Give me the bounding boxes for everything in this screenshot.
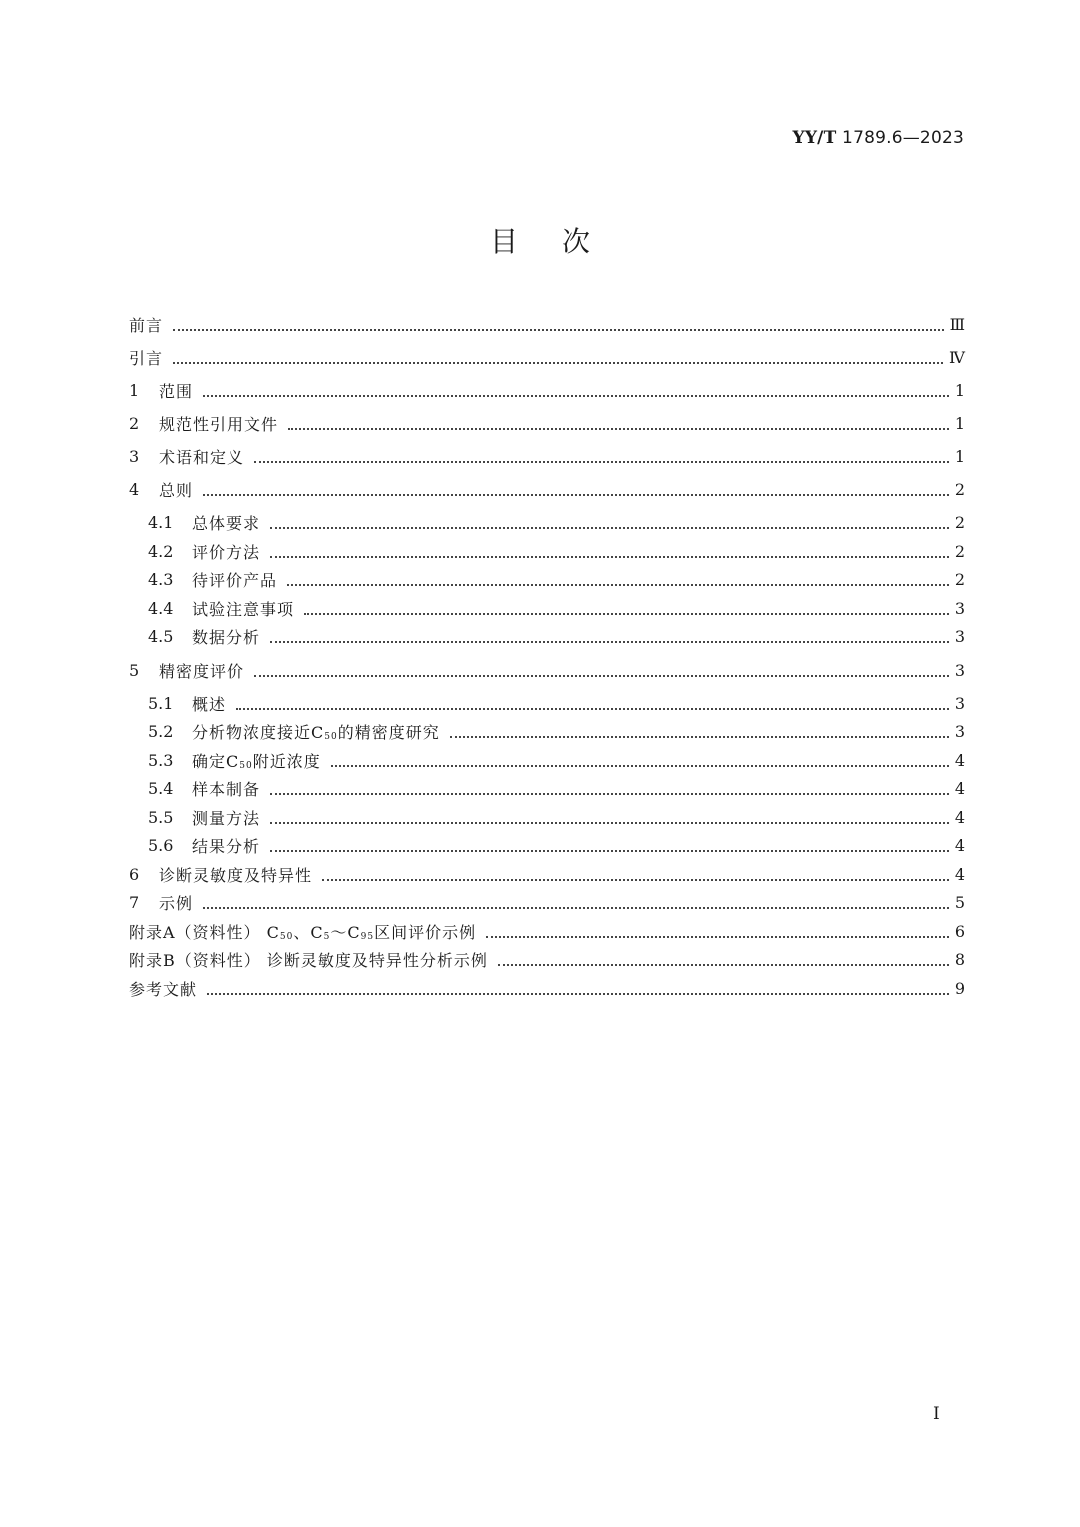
toc-entry-label: 分析物浓度接近$C_{50}$的精密度研究 (192, 722, 440, 742)
toc-entry-label: 概述 (192, 694, 227, 714)
toc-entry[interactable] (129, 862, 965, 886)
toc-entry-label: 确定$C_{50}$附近浓度 (192, 751, 321, 771)
toc-entry-page: 3 (954, 660, 965, 680)
toc-entry-number: 5 (129, 660, 140, 680)
toc-entry-label: 前言 (129, 315, 164, 335)
toc-entry-page: 4 (954, 807, 965, 827)
toc-entry[interactable] (129, 444, 965, 468)
toc-entry[interactable] (148, 539, 965, 563)
toc-entry[interactable] (129, 976, 965, 1000)
toc-entry-number: 4.1 (148, 512, 174, 532)
toc-entry-number: 5.4 (148, 778, 174, 798)
toc-entry-page: 4 (954, 778, 965, 798)
dot-leader (270, 792, 949, 795)
dot-leader (288, 427, 949, 430)
toc-entry-label: 精密度评价 (159, 661, 245, 681)
toc-entry-label: 结果分析 (192, 836, 261, 856)
toc-entry-page: Ⅲ (949, 314, 965, 334)
toc-entry[interactable] (129, 345, 965, 369)
toc-entry-number: 4.5 (148, 626, 174, 646)
dot-leader (203, 394, 949, 397)
toc-entry-label: 术语和定义 (159, 447, 245, 467)
dot-leader (270, 849, 949, 852)
toc-entry-page: 2 (954, 512, 965, 532)
toc-entry-number: 5.3 (148, 750, 174, 770)
toc-entry-page: 5 (954, 892, 965, 912)
dot-leader (203, 493, 949, 496)
toc-entry-number: 5.6 (148, 835, 174, 855)
toc-entry-page: 4 (954, 750, 965, 770)
toc-entry[interactable] (148, 833, 965, 857)
toc-entry-label: 规范性引用文件 (159, 414, 279, 434)
toc-entry-number: 4.3 (148, 569, 174, 589)
toc-entry-label: 评价方法 (192, 542, 261, 562)
dot-leader (498, 963, 949, 966)
toc-entry-number: 4.4 (148, 598, 174, 618)
toc-entry-label: 附录A（资料性） $C_{50}$、$C_5\sim C_{95}$区间评价示例 (129, 922, 477, 942)
toc-entry-label: 样本制备 (192, 779, 261, 799)
toc-entry-label: 数据分析 (192, 627, 261, 647)
dot-leader (270, 821, 949, 824)
page-title: 目次 (489, 225, 634, 258)
dot-leader (173, 328, 944, 331)
toc-entry-label: 引言 (129, 348, 164, 368)
toc-entry[interactable] (148, 748, 965, 772)
toc-entry-page: 2 (954, 541, 965, 561)
toc-entry-label: 诊断灵敏度及特异性 (159, 865, 313, 885)
toc-entry[interactable] (129, 477, 965, 501)
toc-entry-page: 9 (954, 978, 965, 998)
dot-leader (207, 992, 949, 995)
toc-entry[interactable] (148, 624, 965, 648)
dot-leader (254, 674, 949, 677)
toc-entry[interactable] (148, 719, 965, 743)
toc-entry-page: Ⅳ (949, 347, 965, 367)
dot-leader (287, 583, 949, 586)
toc-entry-page: 6 (954, 921, 965, 941)
toc-entry[interactable] (129, 312, 965, 336)
toc-entry[interactable] (129, 947, 965, 971)
toc-entry-number: 5.1 (148, 693, 174, 713)
toc-entry[interactable] (148, 596, 965, 620)
toc-entry-page: 3 (954, 721, 965, 741)
toc-entry[interactable] (148, 691, 965, 715)
toc-entry-label: 参考文献 (129, 979, 198, 999)
toc-entry[interactable] (148, 510, 965, 534)
toc-entry-page: 8 (954, 949, 965, 969)
table-of-contents (129, 0, 965, 1100)
dot-leader (322, 878, 949, 881)
toc-entry[interactable] (129, 658, 965, 682)
toc-entry-number: 4.2 (148, 541, 174, 561)
dot-leader (236, 707, 949, 710)
dot-leader (304, 612, 949, 615)
dot-leader (203, 906, 949, 909)
toc-entry-label: 总则 (159, 480, 194, 500)
toc-entry-label: 待评价产品 (192, 570, 278, 590)
toc-entry[interactable] (129, 890, 965, 914)
toc-entry-label: 试验注意事项 (192, 599, 295, 619)
toc-entry[interactable] (148, 805, 965, 829)
toc-entry-label: 附录B（资料性） 诊断灵敏度及特异性分析示例 (129, 950, 488, 970)
toc-entry-page: 4 (954, 835, 965, 855)
toc-entry-label: 总体要求 (192, 513, 261, 533)
toc-entry-number: 5.5 (148, 807, 174, 827)
toc-entry[interactable] (148, 567, 965, 591)
toc-entry-number: 2 (129, 413, 140, 433)
dot-leader (254, 460, 949, 463)
toc-entry-page: 2 (954, 569, 965, 589)
dot-leader (270, 555, 949, 558)
toc-entry[interactable] (129, 378, 965, 402)
dot-leader (173, 361, 943, 364)
standard-number: 1789.6—2023 (842, 128, 964, 148)
toc-entry-page: 3 (954, 598, 965, 618)
toc-entry-page: 3 (954, 626, 965, 646)
toc-entry-number: 1 (129, 380, 140, 400)
toc-entry-label: 范围 (159, 381, 194, 401)
toc-entry-page: 1 (954, 413, 965, 433)
toc-entry[interactable] (129, 919, 965, 943)
toc-entry-page: 4 (954, 864, 965, 884)
toc-entry-number: 4 (129, 479, 140, 499)
toc-entry-page: 2 (954, 479, 965, 499)
dot-leader (331, 764, 949, 767)
dot-leader (270, 640, 949, 643)
toc-entry-label: 测量方法 (192, 808, 261, 828)
toc-entry-page: 1 (954, 380, 965, 400)
dot-leader (486, 935, 949, 938)
toc-entry-number: 3 (129, 446, 140, 466)
standard-prefix: YY/T (792, 128, 837, 148)
toc-entry-number: 5.2 (148, 721, 174, 741)
toc-entry-page: 1 (954, 446, 965, 466)
toc-entry[interactable] (148, 776, 965, 800)
toc-entry-page: 3 (954, 693, 965, 713)
toc-entry[interactable] (129, 411, 965, 435)
toc-entry-number: 7 (129, 892, 140, 912)
toc-entry-label: 示例 (159, 893, 194, 913)
dot-leader (270, 526, 949, 529)
dot-leader (450, 735, 949, 738)
toc-entry-number: 6 (129, 864, 140, 884)
page-number: I (933, 1404, 940, 1424)
